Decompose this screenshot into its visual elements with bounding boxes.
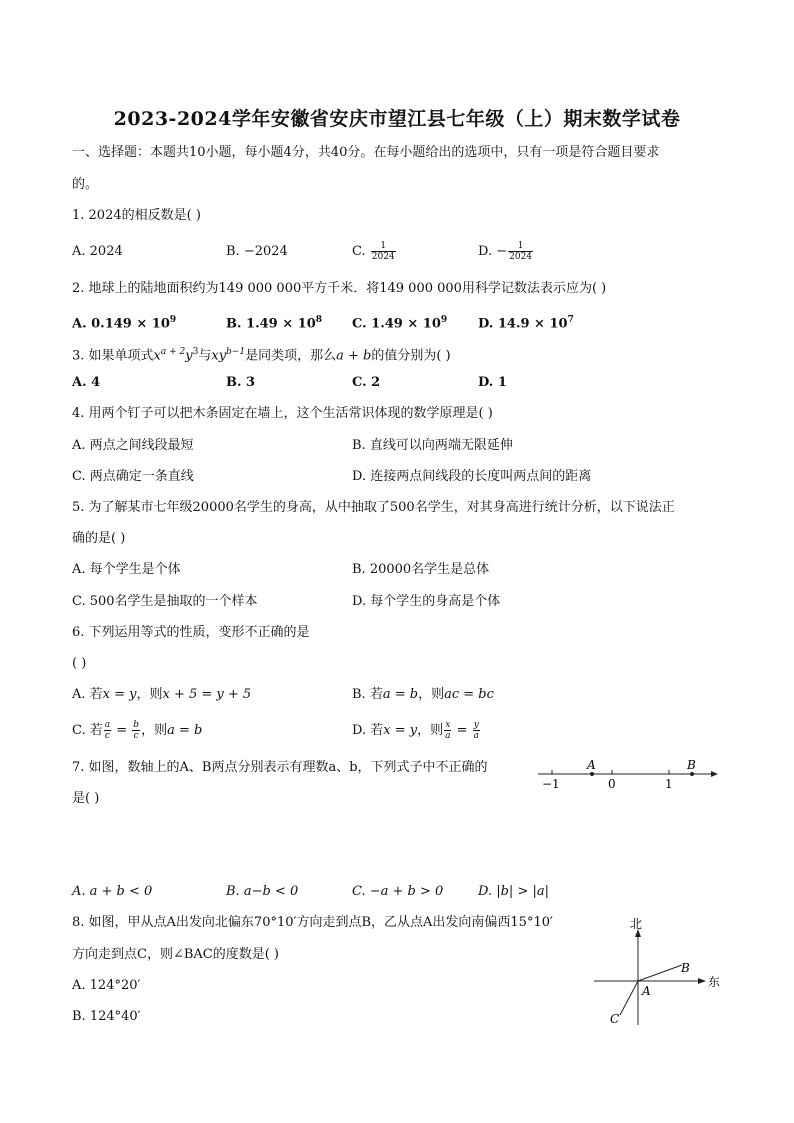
q6-option-a-result: x + 5 = y + 5 bbox=[162, 687, 252, 702]
q8-direction-figure bbox=[590, 915, 722, 1030]
tick-label-0: 0 bbox=[608, 777, 616, 791]
q4-option-c: C. 两点确定一条直线 bbox=[72, 469, 194, 484]
q1-option-d-numerator: 1 bbox=[508, 241, 533, 252]
q3-option-a: A. 4 bbox=[72, 375, 101, 390]
q8-stem-line1: 8. 如图，甲从点A出发向北偏东70°10′方向走到点B，乙从点A出发向南偏西15°10′ bbox=[72, 915, 553, 930]
q3-stem bbox=[72, 343, 451, 365]
q3-stem-end: 的值分别为( ) bbox=[371, 348, 451, 364]
q3-monomial2: xy bbox=[211, 348, 227, 364]
q6-option-d-condition: x = y bbox=[383, 723, 418, 738]
q4-option-b: B. 直线可以向两端无限延伸 bbox=[352, 438, 513, 453]
q1-option-c-fraction bbox=[371, 241, 396, 262]
q1-option-d bbox=[478, 241, 534, 262]
q6-option-d-denominator2: a bbox=[473, 731, 480, 741]
east-label: 东 bbox=[708, 975, 721, 989]
q7-option-b: B. a−b < 0 bbox=[226, 884, 299, 899]
section-instructions-line2: 的。 bbox=[72, 177, 99, 192]
q4-option-a: A. 两点之间线段最短 bbox=[72, 438, 194, 453]
q6-option-a-condition: x = y bbox=[102, 687, 137, 702]
label-b: B bbox=[687, 758, 696, 772]
q3-option-c: C. 2 bbox=[352, 375, 381, 390]
q6-option-d-numerator1: x bbox=[445, 720, 451, 730]
q2-stem: 2. 地球上的陆地面积约为149 000 000平方千米．将149 000 000用科学记数法表示应为( ) bbox=[72, 281, 607, 296]
tick-label-1: 1 bbox=[665, 777, 673, 791]
q3-monomial1-y: y bbox=[185, 348, 193, 364]
q1-option-c-numerator: 1 bbox=[371, 241, 396, 252]
q8-option-b: B. 124°40′ bbox=[72, 1009, 141, 1024]
q6-option-c-fraction1 bbox=[104, 720, 111, 741]
q6-option-d-equals: = bbox=[452, 723, 472, 738]
ray-ab bbox=[638, 965, 682, 981]
q2-option-b-exponent: 8 bbox=[315, 315, 323, 325]
q2-option-c-exponent: 9 bbox=[440, 315, 448, 325]
q6-option-b bbox=[352, 686, 494, 704]
q1-option-b: B. −2024 bbox=[226, 244, 288, 259]
q6-option-c-then: ，则 bbox=[141, 723, 168, 738]
q5-stem-line2: 确的是( ) bbox=[72, 531, 126, 546]
number-line-arrow bbox=[711, 771, 718, 777]
q7-option-c: C. −a + b > 0 bbox=[352, 884, 444, 899]
point-a bbox=[590, 772, 594, 776]
point-b-label: B bbox=[681, 961, 690, 975]
q3-monomial2-exponent: b−1 bbox=[226, 347, 246, 357]
q1-stem: 1. 2024的相反数是( ) bbox=[72, 208, 201, 223]
q6-option-c-denominator2: c bbox=[133, 731, 139, 741]
q6-option-b-then: ，则 bbox=[418, 687, 445, 702]
q6-option-b-condition: a = b bbox=[382, 687, 419, 702]
q3-stem-and: 与 bbox=[198, 348, 212, 364]
q8-stem-line2: 方向走到点C，则∠BAC的度数是( ) bbox=[72, 947, 280, 962]
q6-option-c-numerator1: a bbox=[104, 720, 111, 730]
q6-option-d-then: ，则 bbox=[417, 723, 444, 738]
q6-option-d-fraction2 bbox=[473, 720, 480, 741]
q3-expression: a + b bbox=[336, 348, 372, 364]
q5-option-c: C. 500名学生是抽取的一个样本 bbox=[72, 594, 258, 609]
q2-option-d-exponent: 7 bbox=[567, 315, 574, 325]
label-a: A bbox=[587, 758, 596, 772]
q1-option-d-prefix: D. − bbox=[478, 244, 508, 259]
q6-option-c-numerator2: b bbox=[133, 720, 140, 730]
q6-option-d-prefix: D. 若 bbox=[352, 723, 384, 738]
q7-stem-line2: 是( ) bbox=[72, 791, 100, 806]
q7-stem-line1: 7. 如图，数轴上的A、B两点分别表示有理数a、b，下列式子中不正确的 bbox=[72, 760, 488, 775]
q2-option-a-exponent: 9 bbox=[169, 315, 177, 325]
point-c-label: C bbox=[610, 1012, 620, 1026]
q6-stem-line2: ( ) bbox=[72, 656, 87, 671]
q3-monomial1-x-exponent: a + 2 bbox=[160, 347, 186, 357]
q1-option-a: A. 2024 bbox=[72, 244, 123, 259]
q6-option-b-prefix: B. 若 bbox=[352, 687, 383, 702]
q3-option-d: D. 1 bbox=[478, 375, 507, 390]
q2-option-a bbox=[72, 311, 176, 333]
q1-option-c-prefix: C. bbox=[352, 244, 370, 259]
q3-stem-prefix: 3. 如果单项式 bbox=[72, 348, 154, 364]
east-arrow bbox=[698, 978, 706, 984]
q3-stem-middle: 是同类项，那么 bbox=[245, 348, 337, 364]
page-title: 2023-2024学年安徽省安庆市望江县七年级（上）期末数学试卷 bbox=[113, 108, 681, 130]
q2-option-d-base: D. 14.9 × 10 bbox=[478, 316, 568, 332]
q5-option-b: B. 20000名学生是总体 bbox=[352, 562, 490, 577]
q6-option-d-fraction1 bbox=[444, 720, 451, 741]
tick-label-neg1: −1 bbox=[542, 777, 560, 791]
q6-option-d bbox=[352, 720, 481, 741]
q5-stem-line1: 5. 为了解某市七年级20000名学生的身高，从中抽取了500名学生，对其身高进行统计分析，以下说法正 bbox=[72, 500, 675, 515]
q6-option-c bbox=[72, 720, 202, 741]
q5-option-a: A. 每个学生是个体 bbox=[72, 562, 181, 577]
q2-option-b-base: B. 1.49 × 10 bbox=[226, 316, 316, 332]
q1-option-d-fraction bbox=[508, 241, 533, 262]
q2-option-c-base: C. 1.49 × 10 bbox=[352, 316, 441, 332]
q6-option-c-equals: = bbox=[112, 723, 132, 738]
q5-option-d: D. 每个学生的身高是个体 bbox=[352, 594, 501, 609]
q7-option-a: A. a + b < 0 bbox=[72, 884, 153, 899]
q6-option-d-denominator1: a bbox=[445, 731, 451, 741]
north-label: 北 bbox=[630, 917, 643, 931]
q6-option-a-then: ，则 bbox=[136, 687, 163, 702]
q6-option-c-prefix: C. 若 bbox=[72, 723, 103, 738]
q1-option-c bbox=[352, 241, 397, 262]
q6-option-c-denominator1: c bbox=[104, 731, 110, 741]
q2-option-d bbox=[478, 311, 574, 333]
q7-option-d: D. |b| > |a| bbox=[478, 884, 549, 899]
q8-option-a: A. 124°20′ bbox=[72, 978, 141, 993]
q6-option-c-result: a = b bbox=[167, 723, 203, 738]
q4-stem: 4. 用两个钉子可以把木条固定在墙上，这个生活常识体现的数学原理是( ) bbox=[72, 406, 493, 421]
q2-option-a-base: A. 0.149 × 10 bbox=[72, 316, 170, 332]
q1-option-d-denominator: 2024 bbox=[509, 252, 533, 262]
q2-option-b bbox=[226, 311, 322, 333]
q6-stem-line1: 6. 下列运用等式的性质，变形不正确的是 bbox=[72, 625, 310, 640]
q6-option-d-numerator2: y bbox=[473, 720, 479, 730]
q7-number-line-figure bbox=[532, 756, 724, 792]
point-a-label: A bbox=[642, 984, 651, 998]
ray-ac bbox=[620, 981, 638, 1015]
q3-monomial1-y-exponent: 3 bbox=[192, 347, 199, 357]
q6-option-a-prefix: A. 若 bbox=[72, 687, 103, 702]
q6-option-c-fraction2 bbox=[132, 720, 140, 741]
q2-option-c bbox=[352, 311, 447, 333]
point-b bbox=[690, 772, 694, 776]
q6-option-a bbox=[72, 686, 251, 704]
q4-option-d: D. 连接两点间线段的长度叫两点间的距离 bbox=[352, 469, 592, 484]
q1-option-c-denominator: 2024 bbox=[371, 252, 395, 262]
q3-monomial1-x: x bbox=[153, 348, 161, 364]
section-instructions-line1: 一、选择题：本题共10小题，每小题4分，共40分。在每小题给出的选项中，只有一项是符合题目要求 bbox=[72, 145, 660, 160]
q3-option-b: B. 3 bbox=[226, 375, 256, 390]
q6-option-b-result: ac = bc bbox=[444, 687, 494, 702]
